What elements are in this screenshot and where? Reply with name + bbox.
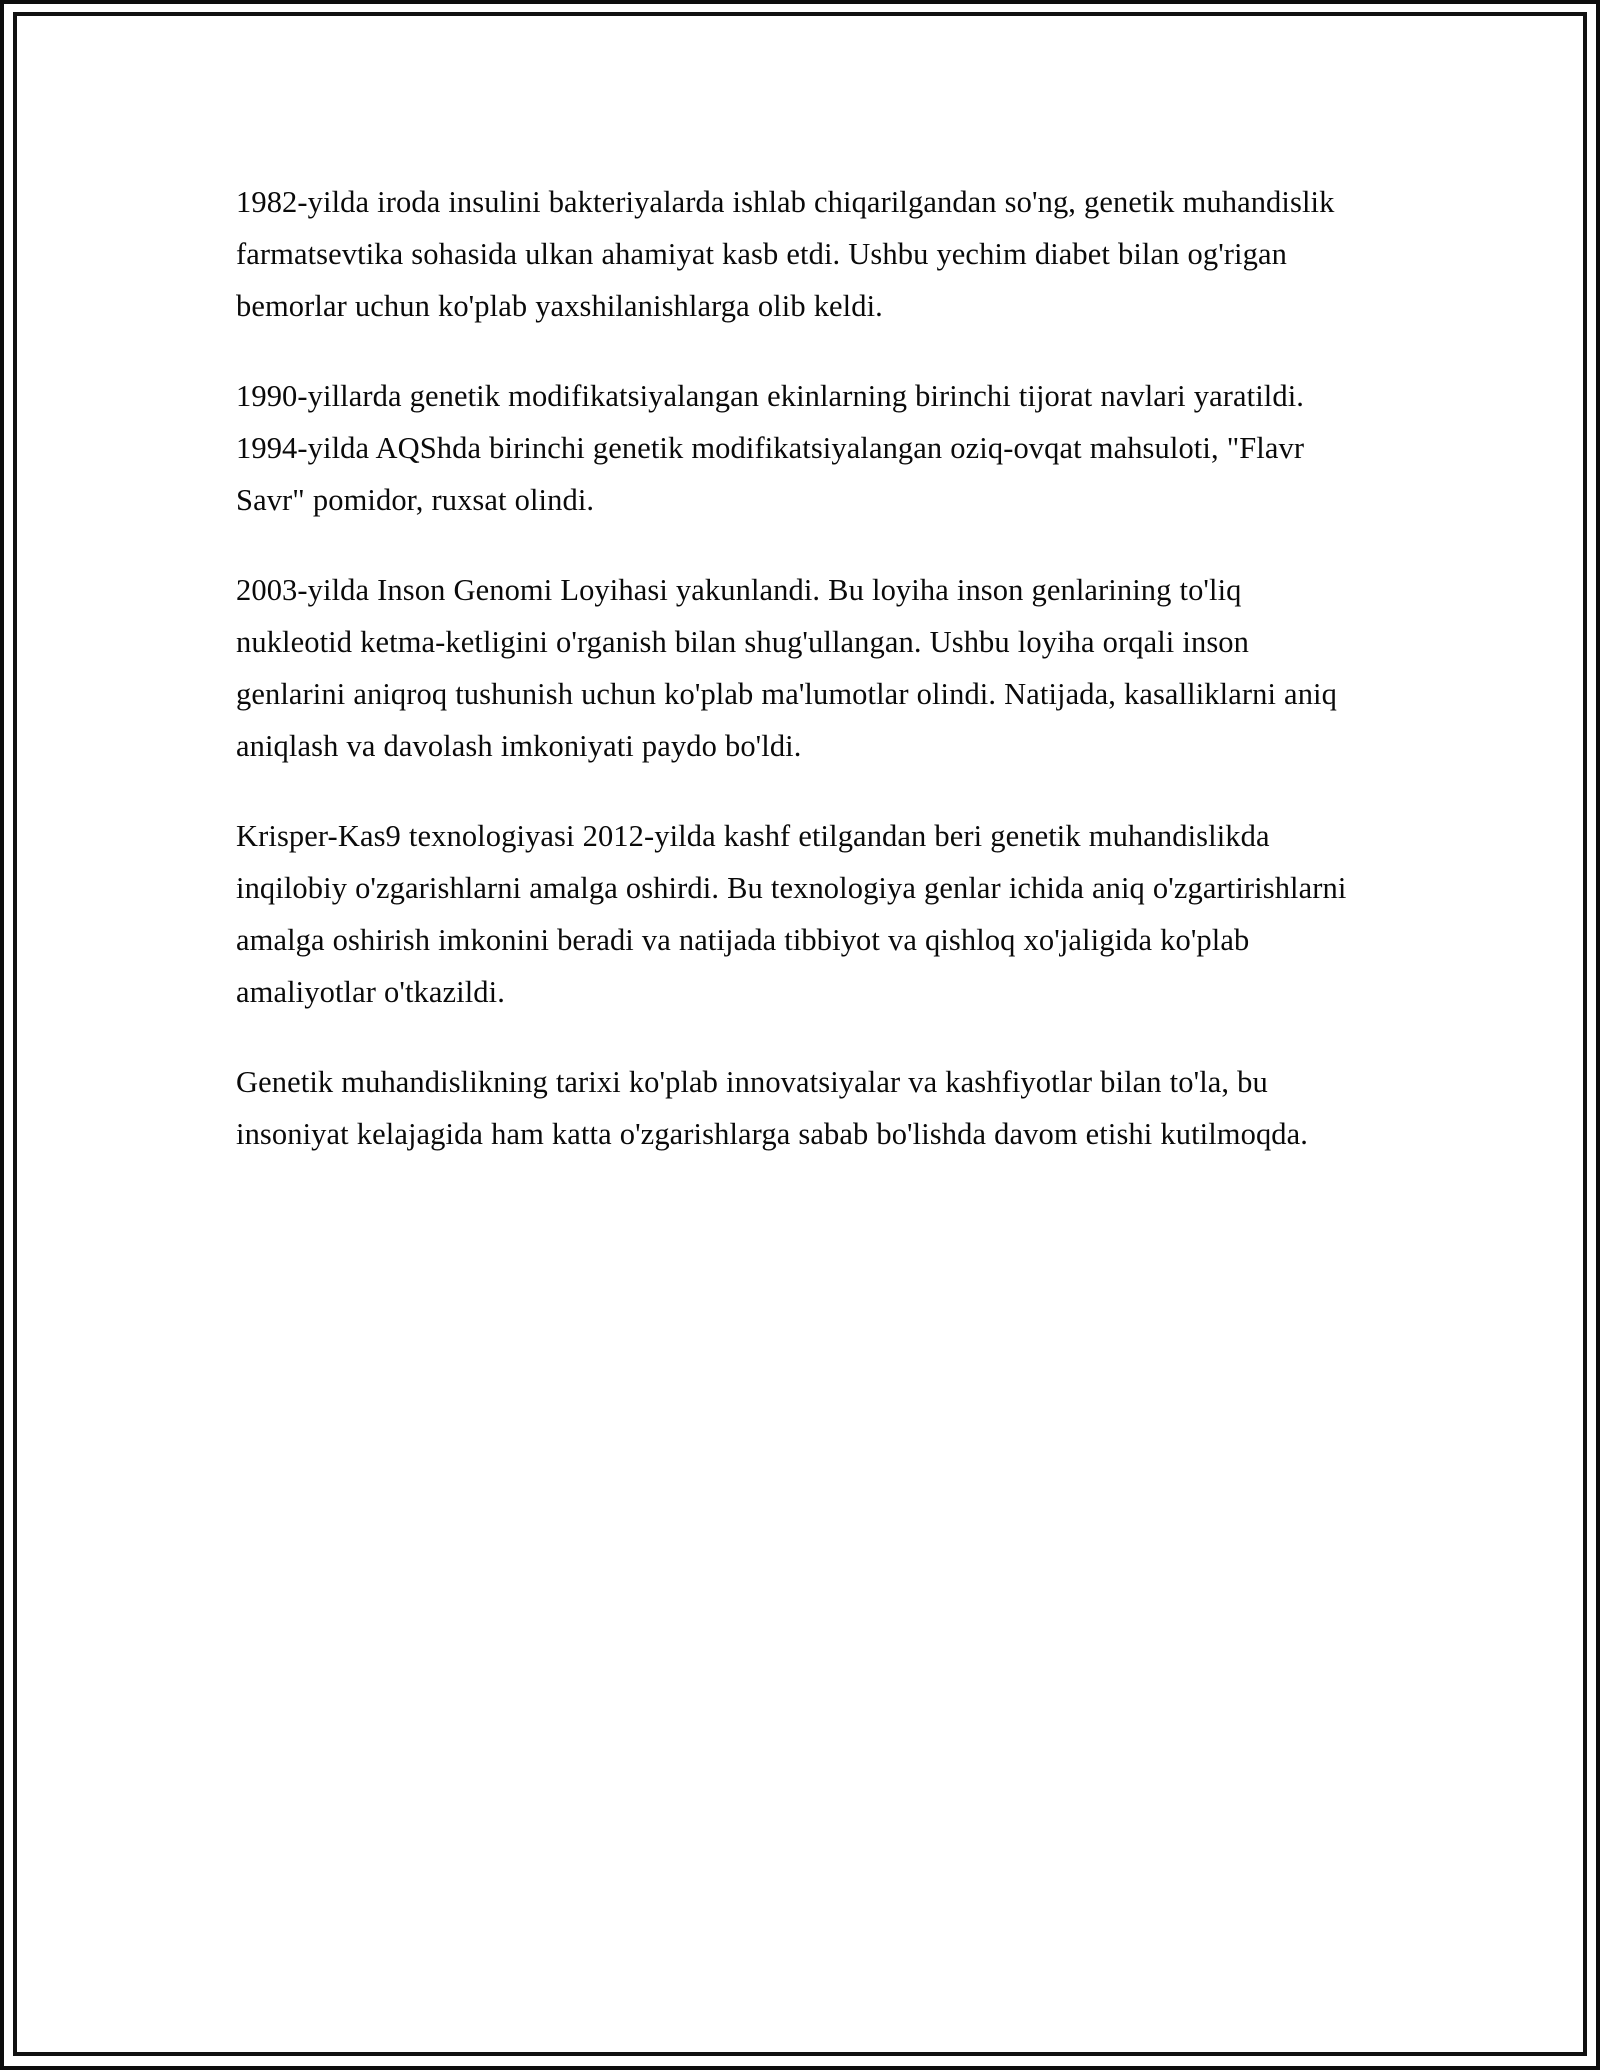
body-paragraph-5: Genetik muhandislikning tarixi ko'plab innovatsiyalar va kashfiyotlar bilan to'la, bu insoniyat kelajagida ham katta o'zgarishlarga sabab bo'lishda davom etishi kutilmoqda. bbox=[236, 1065, 1309, 1151]
body-paragraph-3: 2003-yilda Inson Genomi Loyihasi yakunlandi. Bu loyiha inson genlarining to'liq nukleotid ketma-ketligini o'rganish bilan shug'ullangan. Ushbu loyiha orqali inson genlarini aniqroq tushunish uchun ko'plab ma'lumotlar olindi. Natijada, kasalliklarni aniq aniqlash va davolash imkoniyati paydo bo'ldi. bbox=[236, 573, 1337, 763]
body-paragraph-4: Krisper-Kas9 texnologiyasi 2012-yilda kashf etilgandan beri genetik muhandislikda inqilobiy o'zgarishlarni amalga oshirdi. Bu texnologiya genlar ichida aniq o'zgartirishlarni amalga oshirish imkonini beradi va natijada tibbiyot va qishloq xo'jaligida ko'plab amaliyotlar o'tkazildi. bbox=[236, 819, 1347, 1009]
body-paragraph-1: 1982-yilda iroda insulini bakteriyalarda ishlab chiqarilgandan so'ng, genetik muhandislik farmatsevtika sohasida ulkan ahamiyat kasb etdi. Ushbu yechim diabet bilan og'rigan bemorlar uchun ko'plab yaxshilanishlarga olib keldi. bbox=[236, 185, 1335, 323]
document-body bbox=[236, 176, 1364, 1160]
body-paragraph-2: 1990-yillarda genetik modifikatsiyalangan ekinlarning birinchi tijorat navlari yaratildi. 1994-yilda AQShda birinchi genetik modifikatsiyalangan oziq-ovqat mahsuloti, "Flavr Savr" pomidor, ruxsat olindi. bbox=[236, 379, 1305, 517]
